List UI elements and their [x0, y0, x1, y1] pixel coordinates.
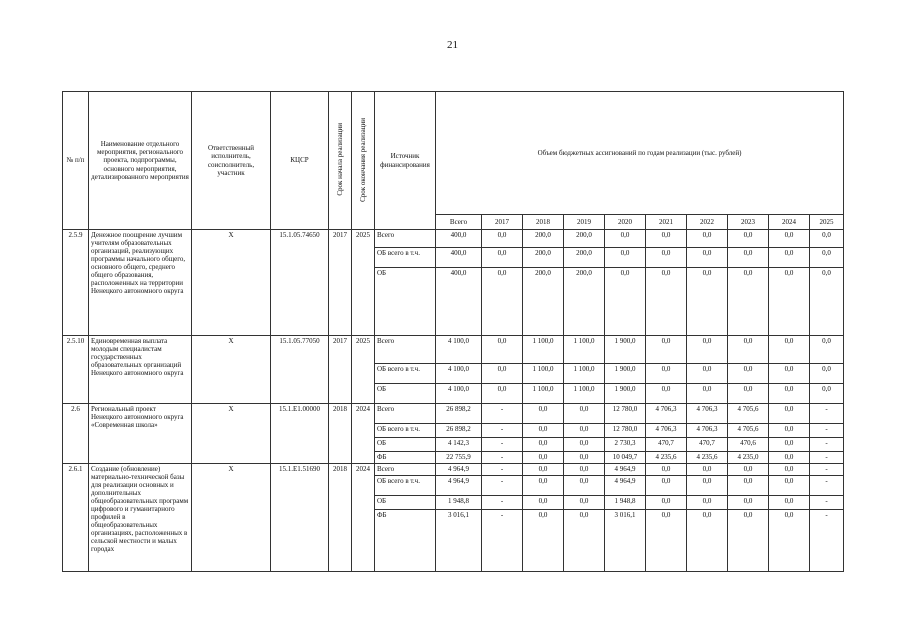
header-start	[329, 92, 352, 230]
row-source: ОБ	[375, 384, 436, 404]
row-value: 0,0	[687, 268, 728, 336]
row-value: 0,0	[564, 510, 605, 572]
row-value: 200,0	[523, 230, 564, 248]
row-value: -	[810, 404, 844, 424]
row-value: 0,0	[523, 510, 564, 572]
row-value: 0,0	[769, 464, 810, 476]
table-row	[63, 230, 844, 248]
row-value: 0,0	[564, 464, 605, 476]
row-value: 1 900,0	[605, 336, 646, 364]
row-value: 0,0	[769, 476, 810, 496]
row-value: 400,0	[436, 268, 482, 336]
row-name: Денежное поощрение лучшим учителям образовательных организаций, реализующих программы начального общего, основного общего, среднего общего образования, расположенных на территории Ненецкого автономного округа	[89, 230, 192, 336]
row-value: 22 755,9	[436, 452, 482, 464]
row-value: 0,0	[482, 268, 523, 336]
row-value: 0,0	[728, 384, 769, 404]
row-value: 0,0	[646, 364, 687, 384]
row-value: 200,0	[523, 268, 564, 336]
table-header-row	[63, 92, 844, 215]
row-value: 0,0	[646, 464, 687, 476]
row-value: 0,0	[687, 464, 728, 476]
row-value: 0,0	[769, 404, 810, 424]
row-value: 1 948,8	[605, 496, 646, 510]
row-value: 0,0	[646, 230, 687, 248]
header-year: 2021	[646, 215, 687, 230]
budget-table	[62, 91, 844, 572]
row-value: 0,0	[810, 248, 844, 268]
row-value: -	[810, 452, 844, 464]
row-start-year: 2018	[329, 404, 352, 464]
table-row	[63, 464, 844, 476]
row-value: 0,0	[728, 476, 769, 496]
row-value: 4 142,3	[436, 438, 482, 452]
row-value: 470,7	[687, 438, 728, 452]
row-value: 0,0	[564, 424, 605, 438]
row-responsible: Х	[192, 230, 271, 336]
row-value: 0,0	[687, 476, 728, 496]
row-value: 4 706,3	[687, 404, 728, 424]
header-year: 2020	[605, 215, 646, 230]
row-value: 0,0	[728, 496, 769, 510]
row-value: 0,0	[728, 230, 769, 248]
row-value: 2 730,3	[605, 438, 646, 452]
row-value: 0,0	[523, 438, 564, 452]
row-value: 0,0	[482, 364, 523, 384]
row-value: 4 705,6	[728, 424, 769, 438]
row-value: 200,0	[564, 230, 605, 248]
row-value: 400,0	[436, 230, 482, 248]
row-value: 0,0	[687, 384, 728, 404]
header-year: 2019	[564, 215, 605, 230]
row-value: 3 016,1	[605, 510, 646, 572]
row-value: 0,0	[728, 336, 769, 364]
header-source: Источник финансирования	[375, 92, 436, 230]
header-kcsr: КЦСР	[271, 92, 329, 230]
row-value: 1 900,0	[605, 364, 646, 384]
row-value: 0,0	[646, 384, 687, 404]
row-value: 200,0	[564, 268, 605, 336]
row-name: Единовременная выплата молодым специалистам государственных образовательных организаций Ненецкого автономного округа	[89, 336, 192, 404]
row-value: 0,0	[728, 364, 769, 384]
row-value: 0,0	[687, 230, 728, 248]
row-value: 0,0	[769, 364, 810, 384]
row-value: -	[810, 424, 844, 438]
row-value: 0,0	[605, 248, 646, 268]
row-value: 0,0	[687, 248, 728, 268]
header-year: 2022	[687, 215, 728, 230]
row-source: Всего	[375, 230, 436, 248]
row-value: -	[482, 464, 523, 476]
row-value: 1 100,0	[564, 384, 605, 404]
page-number: 21	[447, 39, 458, 51]
header-num: № п/п	[63, 92, 89, 230]
row-value: 4 964,9	[605, 476, 646, 496]
row-start-year: 2017	[329, 230, 352, 336]
row-value: 0,0	[646, 336, 687, 364]
row-value: 0,0	[564, 404, 605, 424]
row-value: 0,0	[687, 510, 728, 572]
row-value: 0,0	[810, 268, 844, 336]
row-source: ОБ всего в т.ч.	[375, 364, 436, 384]
row-end-year: 2024	[352, 464, 375, 572]
row-num: 2.5.9	[63, 230, 89, 336]
row-value: 26 898,2	[436, 404, 482, 424]
row-value: 12 780,0	[605, 404, 646, 424]
row-value: 0,0	[605, 230, 646, 248]
row-value: 0,0	[523, 496, 564, 510]
row-value: -	[810, 496, 844, 510]
row-end-year: 2024	[352, 404, 375, 464]
header-year: Всего	[436, 215, 482, 230]
row-value: 0,0	[769, 230, 810, 248]
row-value: 0,0	[564, 476, 605, 496]
row-value: -	[482, 404, 523, 424]
row-value: 4 706,3	[687, 424, 728, 438]
row-value: -	[810, 464, 844, 476]
row-value: 0,0	[523, 464, 564, 476]
row-value: 4 706,3	[646, 424, 687, 438]
header-name: Наименование отдельного мероприятия, регионального проекта, подпрограммы, основного мероприятия, детализированного мероприятия	[89, 92, 192, 230]
row-value: 4 100,0	[436, 364, 482, 384]
row-value: 0,0	[646, 510, 687, 572]
row-value: 26 898,2	[436, 424, 482, 438]
row-value: 0,0	[482, 248, 523, 268]
row-value: 0,0	[687, 364, 728, 384]
row-value: 0,0	[769, 336, 810, 364]
row-value: 0,0	[687, 336, 728, 364]
row-value: -	[482, 452, 523, 464]
row-responsible: Х	[192, 336, 271, 404]
row-source: ОБ всего в т.ч.	[375, 476, 436, 496]
row-value: 0,0	[769, 510, 810, 572]
row-value: 0,0	[728, 248, 769, 268]
row-value: 0,0	[810, 230, 844, 248]
header-year: 2025	[810, 215, 844, 230]
row-value: 4 964,9	[436, 476, 482, 496]
row-kcsr: 15.1.05.77050	[271, 336, 329, 404]
row-value: 0,0	[564, 496, 605, 510]
row-value: 200,0	[523, 248, 564, 268]
row-value: 4 705,6	[728, 404, 769, 424]
row-source: ОБ всего в т.ч.	[375, 248, 436, 268]
row-source: ОБ	[375, 438, 436, 452]
row-value: 0,0	[523, 452, 564, 464]
row-value: 4 706,3	[646, 404, 687, 424]
row-value: 0,0	[810, 384, 844, 404]
row-end-year: 2025	[352, 230, 375, 336]
row-value: 0,0	[769, 268, 810, 336]
row-value: 0,0	[687, 496, 728, 510]
row-kcsr: 15.1.E1.00000	[271, 404, 329, 464]
row-end-year: 2025	[352, 336, 375, 404]
header-year: 2024	[769, 215, 810, 230]
row-value: 3 016,1	[436, 510, 482, 572]
row-source: ОБ всего в т.ч.	[375, 424, 436, 438]
row-value: 0,0	[769, 248, 810, 268]
row-responsible: Х	[192, 404, 271, 464]
row-value: 0,0	[482, 384, 523, 404]
row-responsible: Х	[192, 464, 271, 572]
row-value: 0,0	[523, 476, 564, 496]
row-value: 4 235,6	[687, 452, 728, 464]
row-value: 0,0	[728, 510, 769, 572]
row-name: Региональный проект Ненецкого автономного округа «Современная школа»	[89, 404, 192, 464]
row-value: 0,0	[810, 336, 844, 364]
header-end-label: Срок окончания реализации	[358, 117, 367, 202]
row-source: ФБ	[375, 510, 436, 572]
row-start-year: 2017	[329, 336, 352, 404]
row-value: 200,0	[564, 248, 605, 268]
row-value: -	[810, 476, 844, 496]
row-value: -	[482, 496, 523, 510]
row-value: 0,0	[646, 476, 687, 496]
row-source: ФБ	[375, 452, 436, 464]
header-volume: Объем бюджетных ассигнований по годам реализации (тыс. рублей)	[436, 92, 844, 215]
row-source: Всего	[375, 404, 436, 424]
row-source: ОБ	[375, 268, 436, 336]
header-responsible: Ответственный исполнитель, соисполнитель, участник	[192, 92, 271, 230]
row-value: -	[482, 510, 523, 572]
row-source: Всего	[375, 336, 436, 364]
header-year: 2018	[523, 215, 564, 230]
row-value: -	[482, 476, 523, 496]
row-value: -	[810, 510, 844, 572]
row-value: 0,0	[646, 496, 687, 510]
header-end	[352, 92, 375, 230]
header-year: 2017	[482, 215, 523, 230]
row-value: 1 900,0	[605, 384, 646, 404]
row-value: 0,0	[769, 452, 810, 464]
row-num: 2.5.10	[63, 336, 89, 404]
row-value: 0,0	[564, 452, 605, 464]
row-value: 0,0	[810, 364, 844, 384]
row-value: 1 100,0	[523, 364, 564, 384]
row-value: 0,0	[769, 424, 810, 438]
row-value: 0,0	[564, 438, 605, 452]
row-value: 1 100,0	[564, 336, 605, 364]
row-value: 0,0	[769, 496, 810, 510]
row-value: 400,0	[436, 248, 482, 268]
row-value: 4 235,0	[728, 452, 769, 464]
row-source: Всего	[375, 464, 436, 476]
row-value: 1 100,0	[523, 336, 564, 364]
row-value: 0,0	[523, 424, 564, 438]
row-value: 470,7	[646, 438, 687, 452]
row-source: ОБ	[375, 496, 436, 510]
row-value: 470,6	[728, 438, 769, 452]
row-value: -	[482, 438, 523, 452]
row-value: 0,0	[482, 336, 523, 364]
row-name: Создание (обновление) материально-технической базы для реализации основных и дополнительных общеобразовательных программ цифрового и гуманитарного профилей в общеобразовательных организациях, расположенных в сельской местности и малых городах	[89, 464, 192, 572]
row-value: 10 049,7	[605, 452, 646, 464]
row-value: 0,0	[769, 384, 810, 404]
row-value: 0,0	[728, 268, 769, 336]
row-value: 1 100,0	[523, 384, 564, 404]
row-value: 0,0	[769, 438, 810, 452]
row-value: 4 964,9	[436, 464, 482, 476]
header-year: 2023	[728, 215, 769, 230]
row-value: 4 100,0	[436, 336, 482, 364]
row-num: 2.6	[63, 404, 89, 464]
row-value: 12 780,0	[605, 424, 646, 438]
row-num: 2.6.1	[63, 464, 89, 572]
header-start-label: Срок начала реализации	[335, 123, 344, 196]
row-value: 0,0	[646, 268, 687, 336]
row-value: -	[482, 424, 523, 438]
table-row	[63, 404, 844, 424]
row-value: 0,0	[605, 268, 646, 336]
row-start-year: 2018	[329, 464, 352, 572]
row-value: 0,0	[482, 230, 523, 248]
table-row	[63, 336, 844, 364]
row-value: -	[810, 438, 844, 452]
row-kcsr: 15.1.E1.51690	[271, 464, 329, 572]
row-value: 1 100,0	[564, 364, 605, 384]
row-value: 4 235,6	[646, 452, 687, 464]
row-value: 0,0	[523, 404, 564, 424]
row-value: 1 948,8	[436, 496, 482, 510]
row-value: 0,0	[728, 464, 769, 476]
table-body	[63, 230, 844, 572]
row-value: 0,0	[646, 248, 687, 268]
row-value: 4 964,9	[605, 464, 646, 476]
row-kcsr: 15.1.05.74650	[271, 230, 329, 336]
row-value: 4 100,0	[436, 384, 482, 404]
